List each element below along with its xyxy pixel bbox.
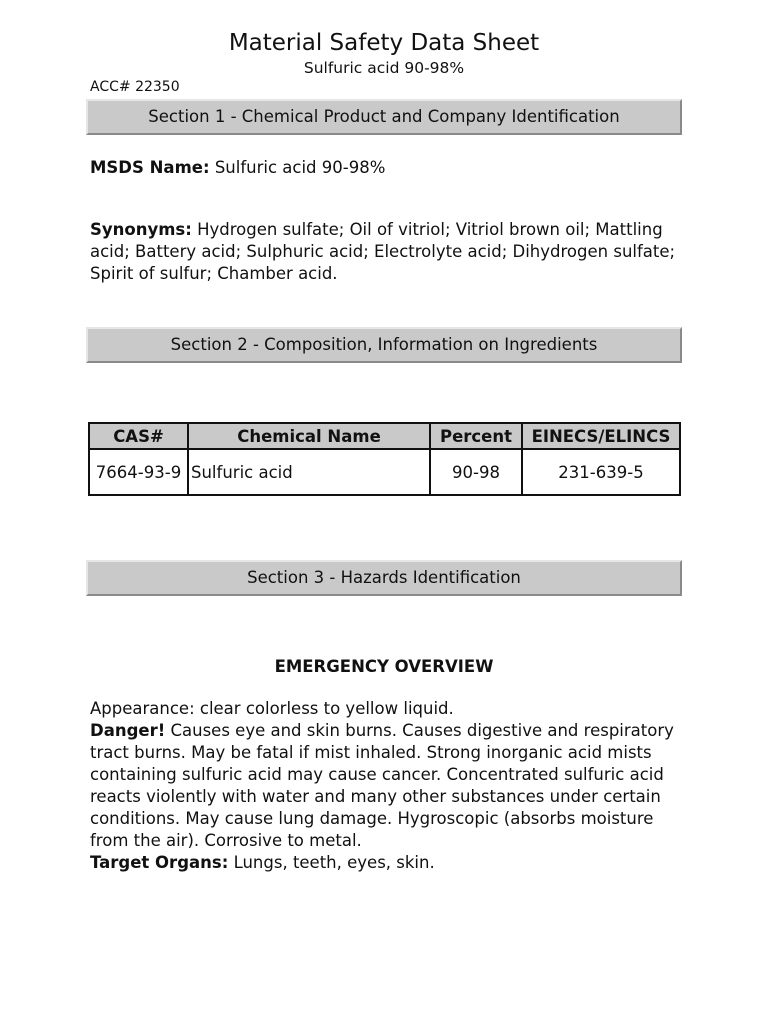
cell-cas: 7664-93-9 <box>89 449 188 495</box>
table-row <box>89 449 680 495</box>
msds-name <box>90 157 680 179</box>
section-3-heading: Section 3 - Hazards Identification <box>86 560 682 596</box>
document-title: Material Safety Data Sheet <box>228 30 540 56</box>
target-organs-label: Target Organs: <box>90 853 229 872</box>
column-header-cas: CAS# <box>89 423 188 449</box>
target-organs-text: Lungs, teeth, eyes, skin. <box>233 853 435 872</box>
msds-name-label: MSDS Name: <box>90 158 210 177</box>
danger-label: Danger! <box>90 721 166 740</box>
appearance-text: Appearance: clear colorless to yellow liquid. <box>90 699 454 718</box>
column-header-einecs: EINECS/ELINCS <box>522 423 680 449</box>
table-header-row <box>89 423 680 449</box>
danger-statement <box>90 720 680 852</box>
ingredients-table <box>88 422 681 496</box>
cell-percent: 90-98 <box>430 449 522 495</box>
cell-einecs: 231-639-5 <box>522 449 680 495</box>
msds-name-value: Sulfuric acid 90-98% <box>214 158 386 177</box>
section-2-heading: Section 2 - Composition, Information on Ingredients <box>86 327 682 363</box>
emergency-overview-body <box>90 698 680 874</box>
cell-chemical-name: Sulfuric acid <box>188 449 430 495</box>
synonyms-label: Synonyms: <box>90 220 192 239</box>
document-subtitle: Sulfuric acid 90-98% <box>303 59 465 77</box>
target-organs <box>90 852 680 874</box>
column-header-percent: Percent <box>430 423 522 449</box>
emergency-overview-title: EMERGENCY OVERVIEW <box>274 657 494 676</box>
section-1-heading: Section 1 - Chemical Product and Company Identification <box>86 99 682 135</box>
synonyms-value: Hydrogen sulfate; Oil of vitriol; Vitriol brown oil; Mattling acid; Battery acid; Sulphuric acid; Electrolyte acid; Dihydrogen sulfate; Spirit of sulfur; Chamber acid. <box>90 220 676 283</box>
acc-number: ACC# 22350 <box>90 79 180 95</box>
synonyms <box>90 219 680 285</box>
column-header-chemical-name: Chemical Name <box>188 423 430 449</box>
danger-text: Causes eye and skin burns. Causes digestive and respiratory tract burns. May be fatal if mist inhaled. Strong inorganic acid mists containing sulfuric acid may cause cancer. Concentrated sulfuric acid reacts violently with water and many other substances under certain conditions. May cause lung damage. Hygroscopic (absorbs moisture from the air). Corrosive to metal. <box>90 721 674 850</box>
